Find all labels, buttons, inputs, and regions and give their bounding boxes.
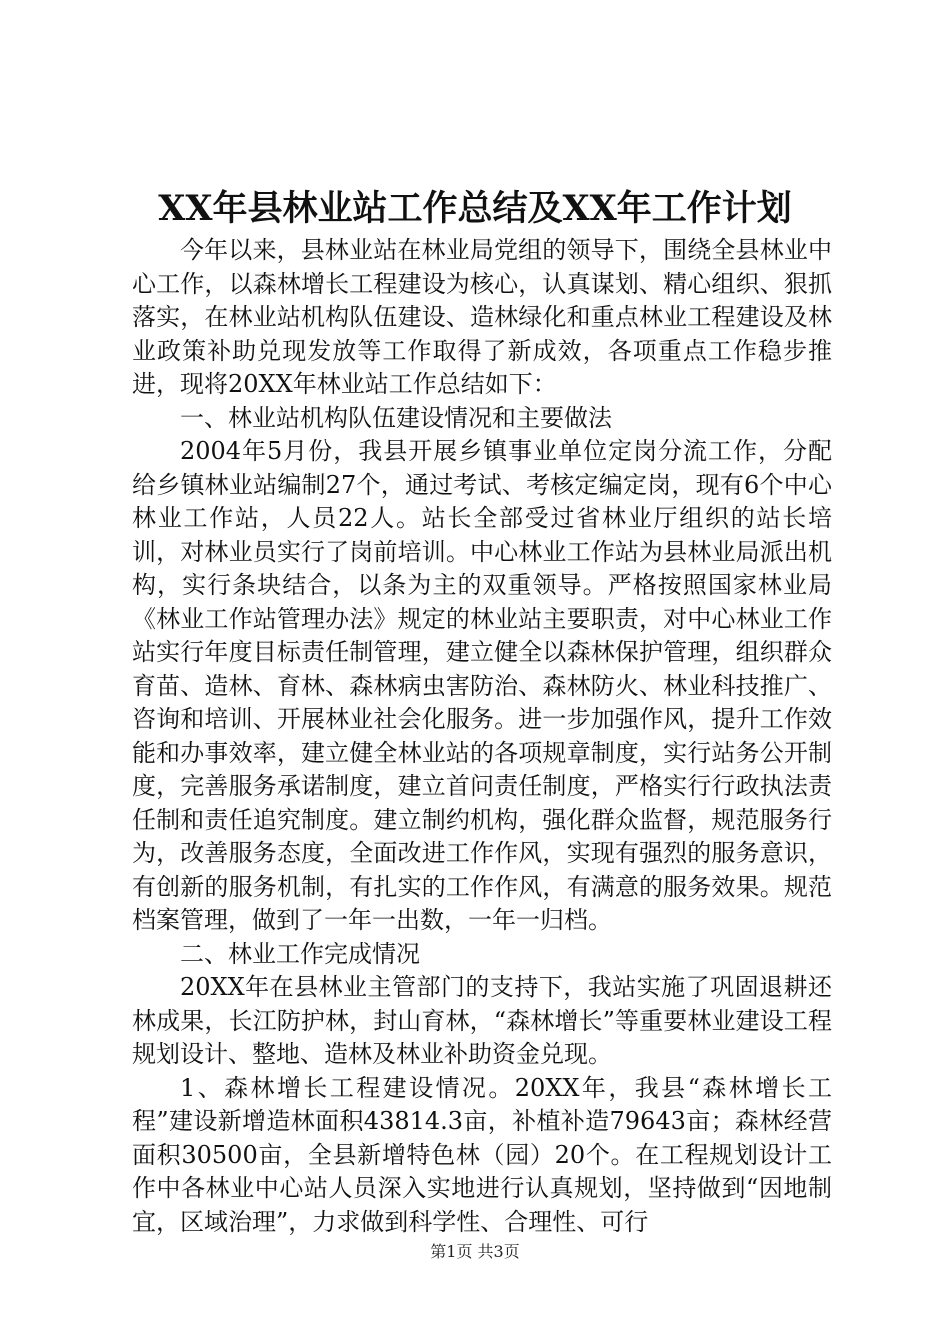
paragraph: 2004年5月份，我县开展乡镇事业单位定岗分流工作，分配给乡镇林业站编制27个，通过考试、考核定编定岗，现有6个中心林业工作站，人员22人。站长全部受过省林业厅组织的站长培训，对林业员实行了岗前培训。中心林业工作站为县林业局派出机构，实行条块结合，以条为主的双重领导。严格按照国家林业局《林业工作站管理办法》规定的林业站主要职责，对中心林业工作站实行年度目标责任制管理，建立健全以森林保护管理，组织群众育苗、造林、育林、森林病虫害防治、森林防火、林业科技推广、咨询和培训、开展林业社会化服务。进一步加强作风，提升工作效能和办事效率，建立健全林业站的各项规章制度，实行站务公开制度，完善服务承诺制度，建立首问责任制度，严格实行行政执法责任制和责任追究制度。建立制约机构，强化群众监督，规范服务行为，改善服务态度，全面改进工作作风，实现有强烈的服务意识，有创新的服务机制，有扎实的工作作风，有满意的服务效果。规范档案管理，做到了一年一出数，一年一归档。: [132, 437, 832, 934]
document-body: [132, 234, 832, 1239]
page-number-footer: 第1页 共3页: [430, 1242, 520, 1261]
paragraph: 今年以来，县林业站在林业局党组的领导下，围绕全县林业中心工作，以森林增长工程建设为核心，认真谋划、精心组织、狠抓落实，在林业站机构队伍建设、造林绿化和重点林业工程建设及林业政策补助兑现发放等工作取得了新成效，各项重点工作稳步推进，现将20XX年林业站工作总结如下：: [132, 236, 832, 398]
section-heading: 一、林业站机构队伍建设情况和主要做法: [180, 403, 612, 432]
paragraph: 20XX年在县林业主管部门的支持下，我站实施了巩固退耕还林成果，长江防护林，封山育林，“森林增长”等重要林业建设工程规划设计、整地、造林及林业补助资金兑现。: [132, 973, 832, 1068]
document-title: XX年县林业站工作总结及XX年工作计划: [158, 188, 792, 229]
paragraph: 1、森林增长工程建设情况。20XX年，我县“森林增长工程”建设新增造林面积43814.3亩，补植补造79643亩；森林经营面积30500亩，全县新增特色林（园）20个。在工程规划设计工作中各林业中心站人员深入实地进行认真规划，坚持做到“因地制宜，区域治理”，力求做到科学性、合理性、可行: [132, 1073, 832, 1236]
section-heading: 二、林业工作完成情况: [180, 939, 420, 968]
